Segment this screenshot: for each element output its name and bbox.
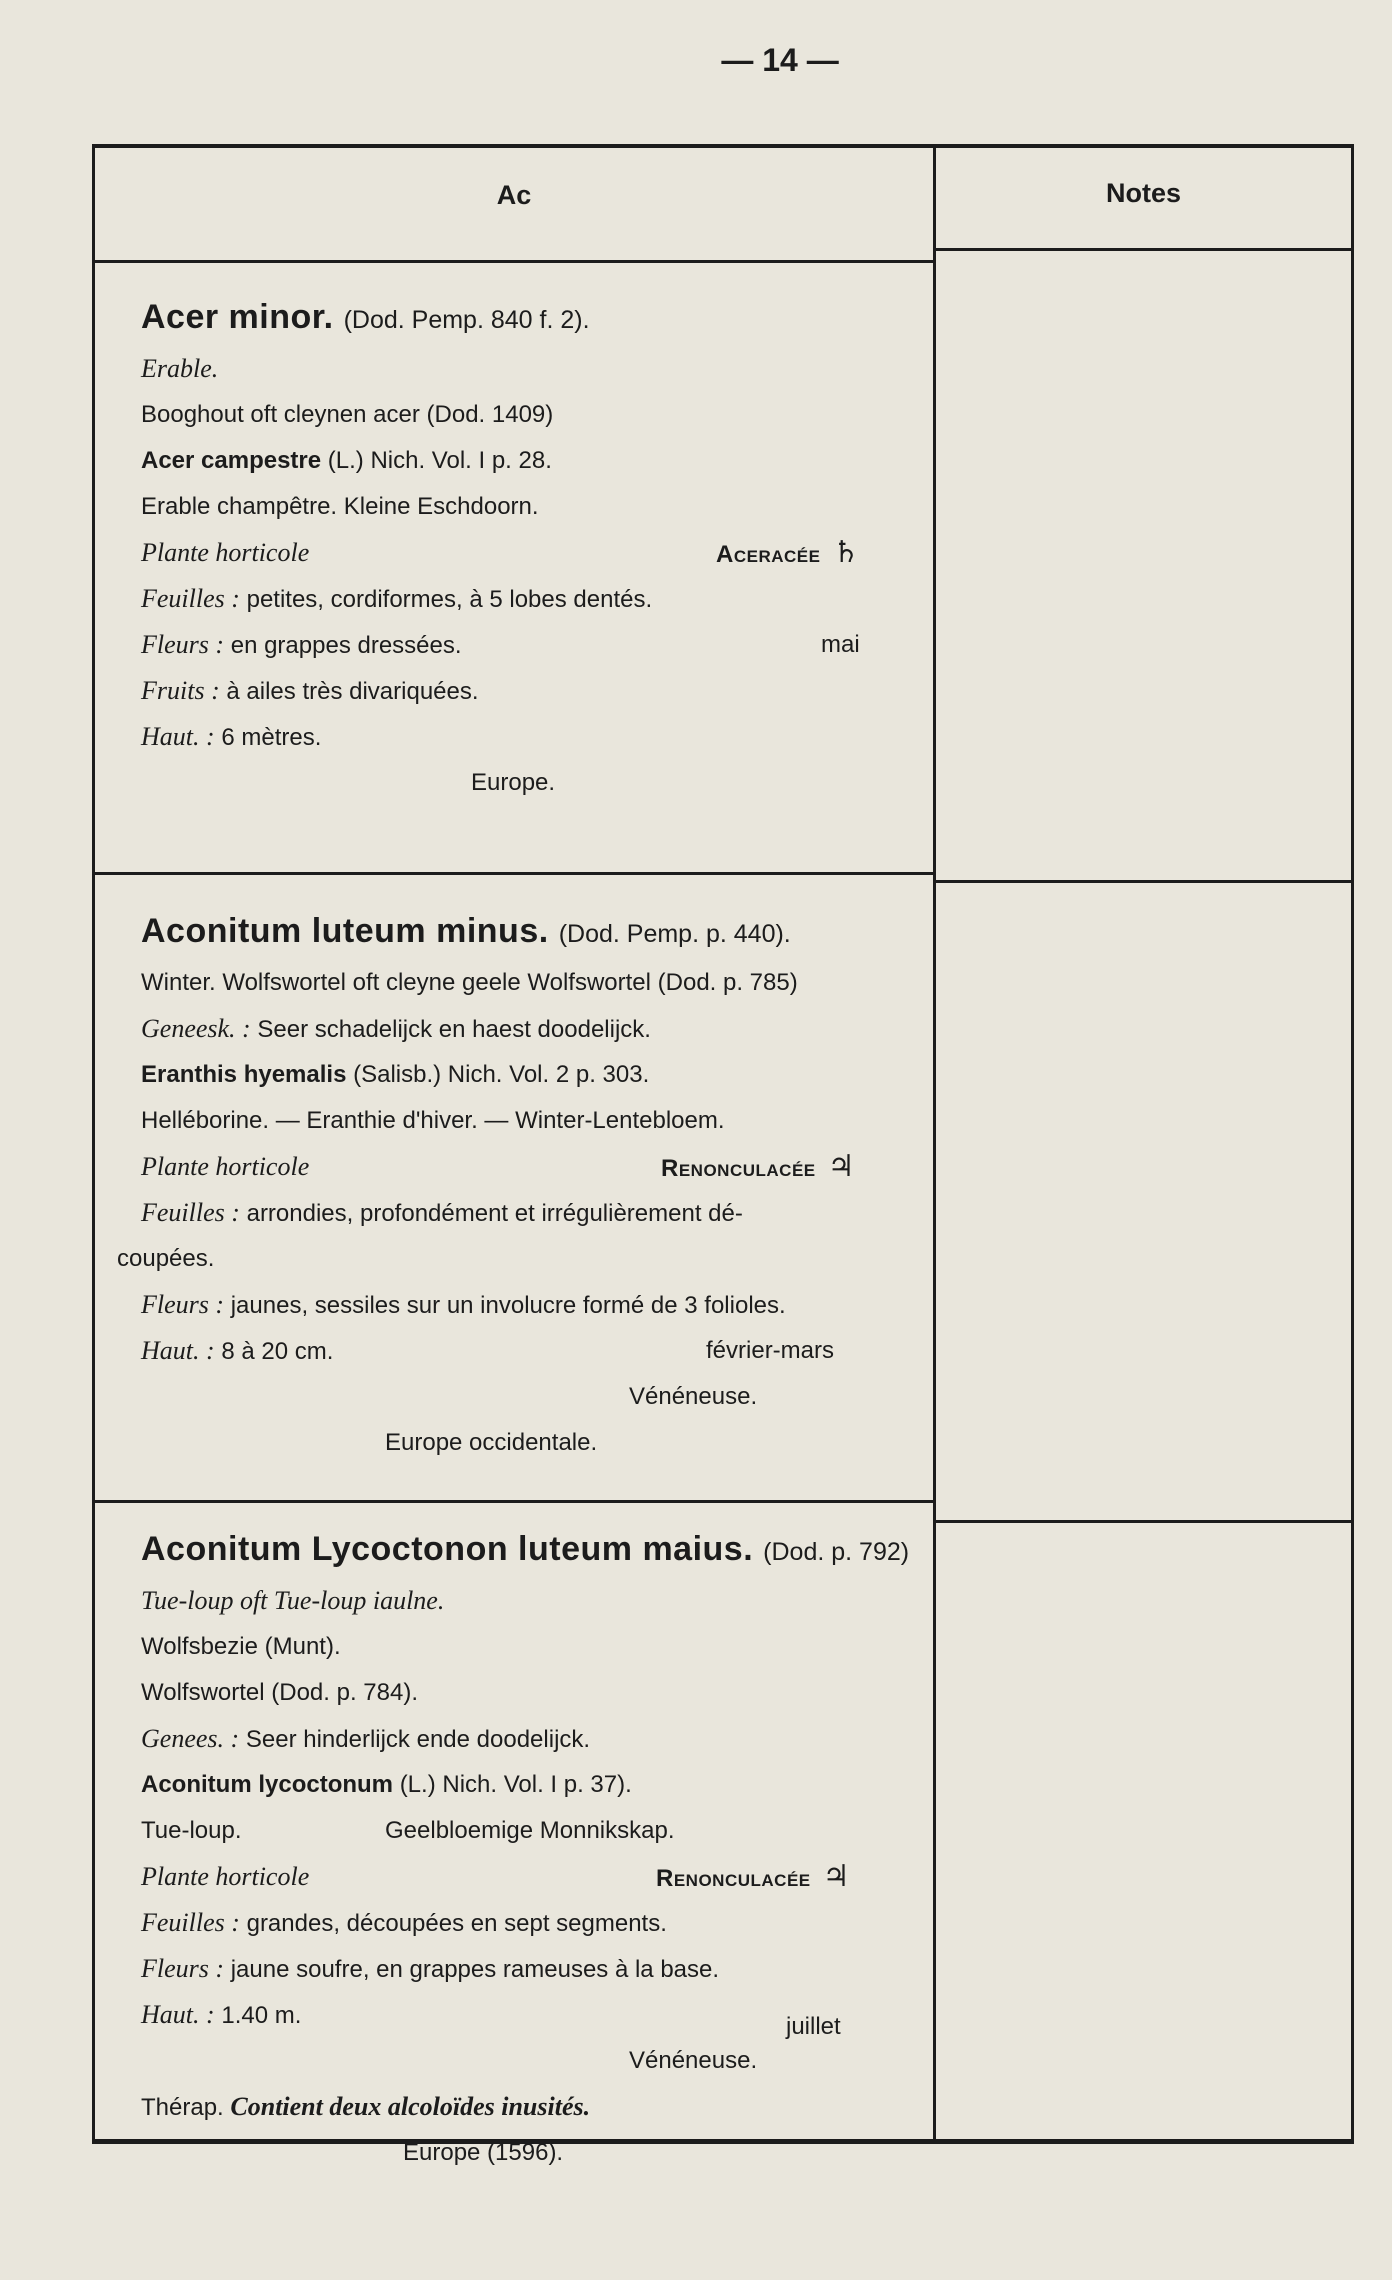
- toxicity: Vénéneuse.: [629, 2047, 758, 2074]
- flowering-month: mai: [821, 631, 860, 658]
- leaves-line: Feuilles : arrondies, profondément et irrégulièrement dé-: [141, 1198, 743, 1227]
- reference: (Dod. Pemp. p. 440).: [558, 920, 791, 948]
- entry-rule-2-left: [95, 1500, 933, 1503]
- flowers-line: Fleurs : jaunes, sessiles sur un involucre formé de 3 folioles.: [141, 1290, 786, 1319]
- flowering-month: février-mars: [706, 1337, 835, 1364]
- plant-family: Renonculacée: [656, 1865, 811, 1892]
- height-line: Haut. : 1.40 m. juillet: [141, 1992, 931, 2038]
- medicinal-line: Genees. : Seer hinderlijck ende doodelijck.: [141, 1724, 591, 1753]
- nomenclature-ref: (L.) Nich. Vol. I p. 28.: [327, 447, 552, 474]
- page-number: — 14 —: [721, 42, 839, 78]
- synonym-line: Booghout oft cleynen acer (Dod. 1409): [141, 401, 554, 428]
- leaves-line: Feuilles : petites, cordiformes, à 5 lobes dentés.: [141, 584, 653, 613]
- column-header-notes: Notes: [1105, 178, 1181, 208]
- synonym-line-2: Wolfswortel (Dod. p. 784).: [141, 1679, 418, 1706]
- plant-type: Plante horticole: [141, 538, 310, 567]
- entry-acer-minor: [141, 288, 931, 806]
- header-rule-right: [936, 248, 1351, 251]
- synonym-line: Wolfsbezie (Munt).: [141, 1633, 341, 1660]
- entry-rule-1-right: [936, 880, 1351, 883]
- fruits-line: Fruits : à ailes très divariquées.: [141, 676, 479, 705]
- column-divider: [933, 148, 936, 2139]
- vernacular-names: Tue-loup. Geelbloemige Monnikskap.: [141, 1817, 675, 1844]
- latin-name: Aconitum Lycoctonon luteum maius.: [141, 1530, 754, 1568]
- header-rule-left: [95, 260, 933, 263]
- nomenclature-line: [141, 1762, 931, 1808]
- plant-type: Plante horticole: [141, 1862, 310, 1891]
- latin-name: Acer minor.: [141, 298, 334, 336]
- nomenclature-ref: (Salisb.) Nich. Vol. 2 p. 303.: [353, 1061, 650, 1088]
- height-line: Haut. : 6 mètres.: [141, 722, 322, 751]
- flowering-month: juillet: [786, 2013, 841, 2040]
- scientific-name: Acer campestre: [141, 447, 322, 474]
- nomenclature-line: [141, 1052, 931, 1098]
- origin: Europe.: [471, 769, 556, 796]
- column-header-ac: Ac: [496, 180, 532, 210]
- plant-family: Aceracée: [716, 541, 821, 568]
- flowers-line: Fleurs : en grappes dressées. mai: [141, 622, 931, 668]
- catalog-table: [92, 144, 1354, 2166]
- leaves-line: Feuilles : grandes, découpées en sept segments.: [141, 1908, 667, 1937]
- common-name: Erable.: [141, 354, 219, 383]
- origin: Europe (1596).: [403, 2139, 564, 2166]
- category-line: [141, 530, 931, 576]
- category-line: [141, 1854, 931, 1900]
- vernacular-names: Erable champêtre. Kleine Eschdoorn.: [141, 493, 539, 520]
- common-name: Tue-loup oft Tue-loup iaulne.: [141, 1586, 445, 1615]
- leaves-continuation: coupées.: [117, 1245, 215, 1272]
- entry-aconitum-luteum-minus: [117, 902, 931, 1466]
- plant-type: Plante horticole: [141, 1152, 310, 1181]
- shrub-symbol-icon: ♄: [832, 535, 860, 570]
- perennial-symbol-icon: ♃: [822, 1859, 850, 1894]
- entry-title: [141, 1520, 931, 1578]
- entry-title: [141, 902, 931, 960]
- reference: (Dod. Pemp. 840 f. 2).: [343, 306, 590, 334]
- category-line: [141, 1144, 931, 1190]
- entry-rule-1-left: [95, 872, 933, 875]
- plant-family: Renonculacée: [661, 1155, 816, 1182]
- entry-title: [141, 288, 931, 346]
- origin: Europe occidentale.: [385, 1429, 598, 1456]
- scientific-name: Eranthis hyemalis: [141, 1061, 347, 1088]
- toxicity: Vénéneuse.: [629, 1383, 758, 1410]
- flowers-line: Fleurs : jaune soufre, en grappes rameuses à la base.: [141, 1954, 720, 1983]
- synonym-line: Winter. Wolfswortel oft cleyne geele Wolfswortel (Dod. p. 785): [141, 969, 798, 996]
- nomenclature-ref: (L.) Nich. Vol. I p. 37).: [399, 1771, 632, 1798]
- vernacular-names: Helléborine. — Eranthie d'hiver. — Winter-Lentebloem.: [141, 1107, 725, 1134]
- entry-aconitum-lycoctonon: [141, 1520, 931, 2176]
- reference: (Dod. p. 792): [763, 1538, 910, 1566]
- medicinal-line: Geneesk. : Seer schadelijck en haest doodelijck.: [141, 1014, 651, 1043]
- latin-name: Aconitum luteum minus.: [141, 912, 549, 950]
- entry-rule-2-right: [936, 1520, 1351, 1523]
- height-line: Haut. : 8 à 20 cm. février-mars: [141, 1328, 931, 1374]
- therapeutic-line: Thérap. Contient deux alcoloïdes inusités.: [141, 2092, 591, 2121]
- perennial-symbol-icon: ♃: [827, 1149, 855, 1184]
- nomenclature-line: [141, 438, 931, 484]
- scientific-name: Aconitum lycoctonum: [141, 1771, 394, 1798]
